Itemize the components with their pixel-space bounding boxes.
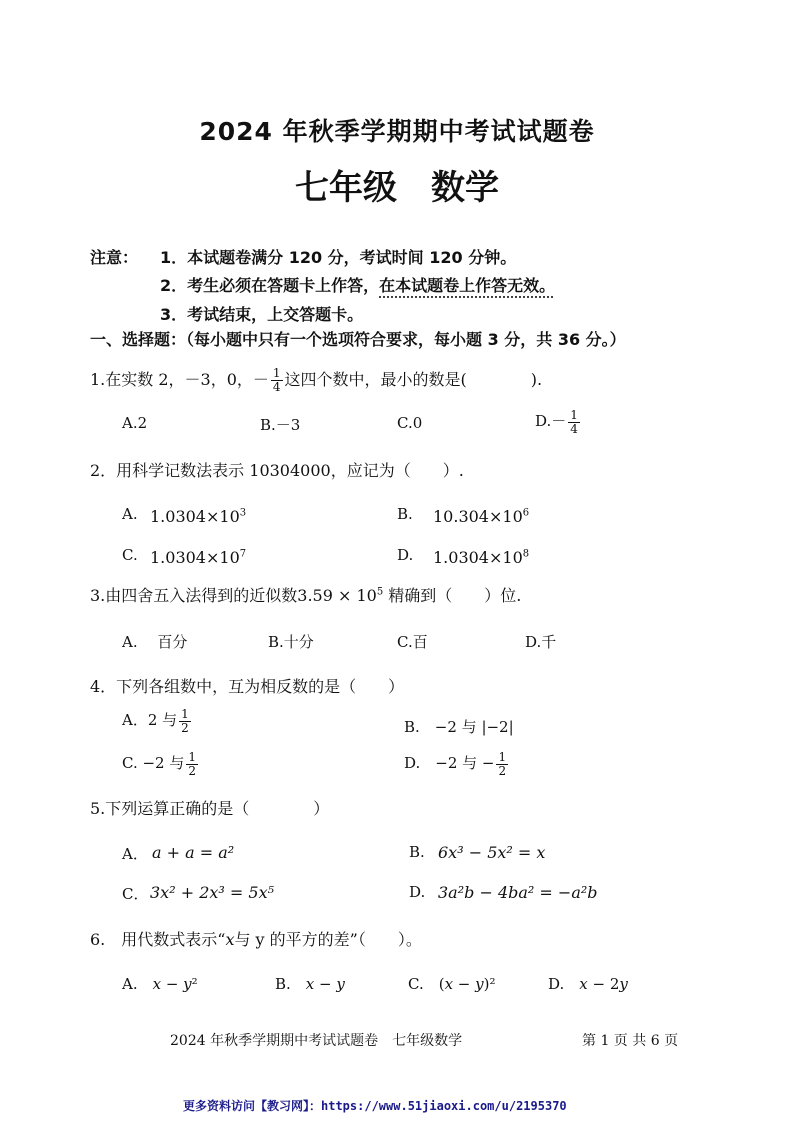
q5-option-b-label: B. (409, 843, 425, 861)
notice-item-3: 3．考试结束，上交答题卡。 (160, 305, 364, 324)
q2-option-a (150, 507, 246, 526)
q3-option-b: B.十分 (268, 633, 314, 651)
q4-c-num: 1 (188, 749, 196, 764)
q2-option-d (433, 548, 529, 567)
q3-option-a: A. 百分 (122, 633, 188, 651)
q3-stem-a: 3.由四舍五入法得到的近似数 (90, 586, 298, 605)
q1-option-c: C.0 (397, 414, 423, 432)
q1-frac-num: 1 (272, 366, 281, 380)
q2-c-exp: 7 (239, 548, 247, 560)
q1-d-frac-num: 1 (570, 407, 578, 422)
q5-option-c: 3x² + 2x³ = 5x⁵ (150, 883, 275, 902)
footer-page-number: 第 1 页 共 6 页 (582, 1033, 679, 1049)
q1-option-d-fraction (568, 409, 580, 436)
q2-c-base: 1.0304×10 (150, 548, 240, 567)
q1-option-a: A.2 (122, 414, 148, 432)
q4-a-fraction (179, 708, 191, 735)
q6-option-c: C. (𝑥 − 𝑦)² (408, 975, 496, 993)
q4-option-b: B. −2 与 |−2| (404, 718, 514, 736)
question-4: 4．下列各组数中，互为相反数的是（ ） (90, 677, 405, 696)
q4-option-a (122, 707, 193, 735)
q6-option-d: D. 𝑥 − 2𝑦 (548, 975, 628, 993)
q5-option-d-label: D. (409, 883, 426, 901)
q1-stem-b: 这四个数中，最小的数是( ). (284, 370, 543, 389)
q2-option-b-label: B. (397, 505, 413, 523)
q3-stem-math (297, 586, 383, 605)
q2-a-exp: 3 (239, 507, 247, 519)
q3-math-base: 3.59 × 10 (297, 586, 377, 605)
q2-b-exp: 6 (522, 507, 530, 519)
q3-math-exp: 5 (376, 586, 384, 598)
exam-subject: 七年级 数学 (295, 168, 499, 208)
q4-c-text: C. −2 与 (122, 754, 185, 772)
q6-option-a: A. 𝑥 − 𝑦² (122, 975, 198, 993)
footer-title: 2024 年秋季学期期中考试试题卷 七年级数学 (170, 1033, 463, 1049)
q3-option-c: C.百 (397, 633, 428, 651)
q5-option-c-label: C． (122, 885, 149, 903)
notice-item-1: 1．本试题卷满分 120 分，考试时间 120 分钟。 (160, 248, 517, 267)
notice-label: 注意： (90, 248, 139, 267)
notice-item-2 (160, 273, 555, 296)
q2-option-b (433, 507, 529, 526)
q1-stem-a: 1.在实数 2，－3，0，－ (90, 370, 269, 389)
notice-item-2-a: 2．考生必须在答题卡上作答， (160, 276, 380, 295)
resource-link[interactable]: 更多资料访问【教习网】：https://www.51jiaoxi.com/u/2195370 (183, 1099, 567, 1113)
q1-frac-den: 4 (272, 380, 281, 394)
q1-option-d-label: D.－ (535, 412, 567, 430)
q3-stem-b: 精确到（ ）位. (383, 586, 522, 605)
q1-option-d (535, 408, 582, 436)
question-1 (90, 367, 542, 394)
q1-option-b: B.－3 (260, 416, 301, 434)
q4-c-fraction (186, 751, 198, 778)
q4-d-fraction (496, 751, 508, 778)
q1-fraction (271, 367, 283, 394)
question-2: 2．用科学记数法表示 10304000，应记为（ ）. (90, 461, 464, 480)
q2-b-base: 10.304×10 (433, 507, 523, 526)
question-3 (90, 583, 521, 606)
section-heading: 一、选择题：（每小题中只有一个选项符合要求，每小题 3 分，共 36 分。） (90, 330, 626, 349)
q2-option-d-label: D. (397, 546, 414, 564)
q2-option-c (150, 548, 246, 567)
q5-option-a-label: A． (122, 845, 148, 863)
exam-title: 2024 年秋季学期期中考试试题卷 (199, 117, 595, 146)
q1-d-frac-den: 4 (570, 421, 578, 436)
q4-a-text: A．2 与 (122, 711, 178, 729)
q2-option-c-label: C. (122, 546, 138, 564)
question-6: 6. 用代数式表示“𝑥与 y 的平方的差”（ ）。 (90, 930, 422, 949)
q2-a-base: 1.0304×10 (150, 507, 240, 526)
q2-option-a-label: A. (122, 505, 138, 523)
q4-d-num: 1 (498, 749, 507, 764)
q4-a-den: 2 (181, 720, 189, 735)
q4-c-den: 2 (188, 763, 196, 778)
q5-option-b: 6x³ − 5x² = x (438, 843, 546, 862)
q4-option-d (404, 750, 510, 778)
question-5: 5.下列运算正确的是（ ） (90, 799, 330, 818)
q4-d-den: 2 (498, 763, 507, 778)
q6-option-b: B. 𝑥 − 𝑦 (275, 975, 345, 993)
q2-d-exp: 8 (522, 548, 530, 560)
q4-option-c (122, 750, 200, 778)
q5-option-a: a + a = a² (152, 843, 235, 862)
q2-d-base: 1.0304×10 (433, 548, 523, 567)
notice-item-2-emphasis: 在本试题卷上作答无效。 (379, 276, 556, 295)
q4-a-num: 1 (181, 706, 189, 721)
q4-d-text: D. −2 与 − (404, 754, 495, 772)
q5-option-d: 3a²b − 4ba² = −a²b (438, 883, 598, 902)
q3-option-d: D.千 (525, 633, 557, 651)
